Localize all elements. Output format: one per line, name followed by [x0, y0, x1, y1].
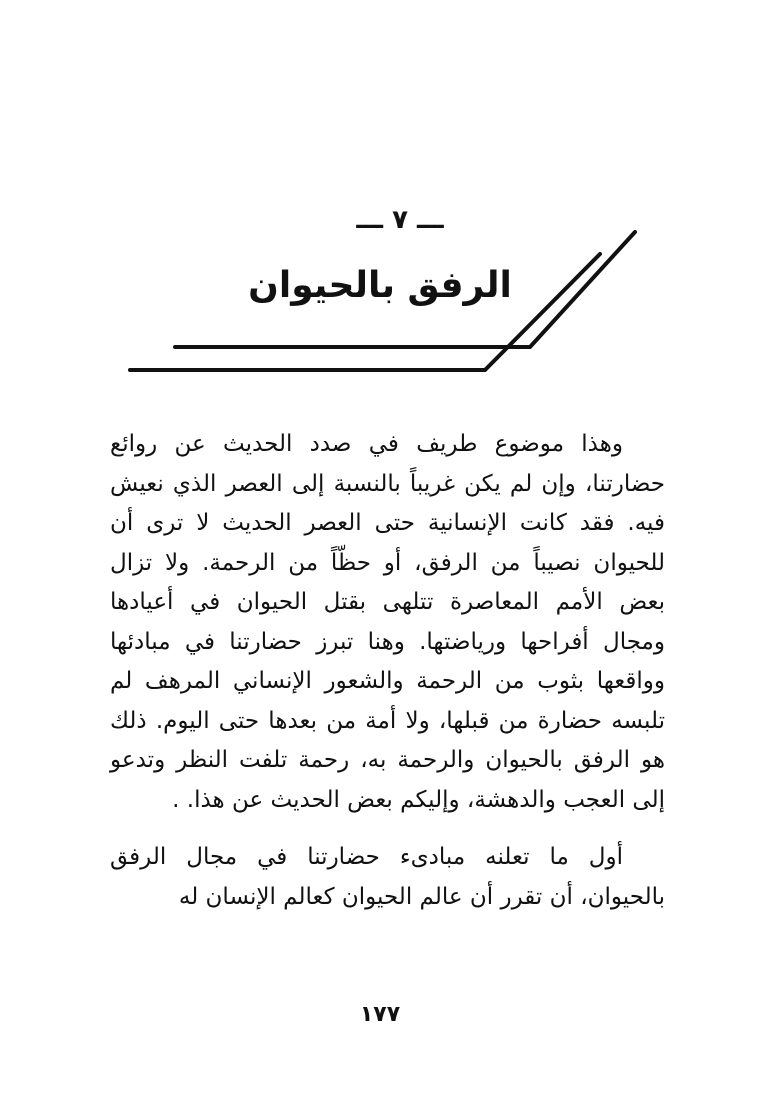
page-number: ١٧٧	[359, 1002, 401, 1027]
body-text	[110, 425, 665, 917]
chapter-title: الرفق بالحيوان	[248, 265, 512, 306]
chapter-number: ـــ ٧ ـــ	[356, 205, 444, 235]
paragraph: وهذا موضوع طريف في صدد الحديث عن روائع حضارتنا، وإن لم يكن غريباً بالنسبة إلى العصر الذي نعيش فيه. فقد كانت الإنسانية حتى العصر الحديث لا ترى أن للحيوان نصيباً من الرفق، أو حظّاً من الرحمة. ولا تزال بعض الأمم المعاصرة تتلهى بقتل الحيوان في أعيادها ومجال أفراحها ورياضتها. وهنا تبرز حضارتنا في مبادئها وواقعها بثوب من الرحمة والشعور الإنساني المرهف لم تلبسه حضارة من قبلها، ولا أمة من بعدها حتى اليوم. ذلك هو الرفق بالحيوان والرحمة به، رحمة تلفت النظر وتدعو إلى العجب والدهشة، وإليكم بعض الحديث عن هذا. .	[110, 431, 665, 813]
paragraph: أول ما تعلنه مبادىء حضارتنا في مجال الرفق بالحيوان، أن تقرر أن عالم الحيوان كعالم الإنسان له	[110, 844, 665, 910]
